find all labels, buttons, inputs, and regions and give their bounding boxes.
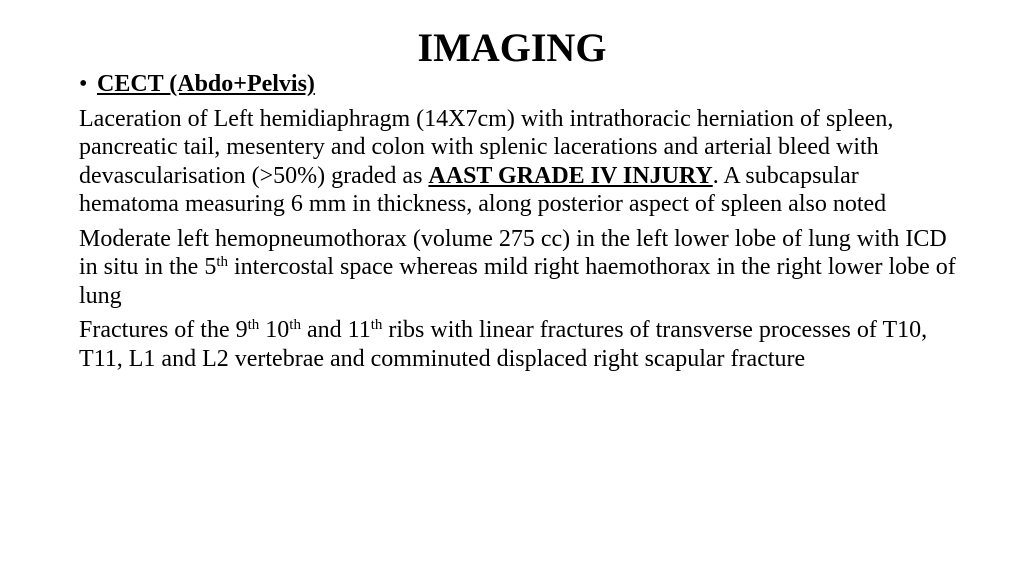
slide-title: IMAGING bbox=[417, 25, 607, 70]
paragraph-text: Laceration of Left hemidiaphragm (14X7cm) with intrathoracic herniation of spleen, pancreatic tail, mesentery and colon with splenic lacerations and arterial bleed with devascularisation (>50%) graded as bbox=[79, 105, 894, 189]
slide-content bbox=[79, 70, 959, 379]
ordinal-suffix: th bbox=[247, 317, 260, 333]
paragraph-hemopneumothorax bbox=[79, 225, 959, 311]
bullet-marker: • bbox=[79, 71, 88, 97]
ordinal-suffix: th bbox=[289, 317, 301, 333]
bullet-item bbox=[79, 70, 959, 99]
paragraph-text: Moderate left hemopneumothorax (volume 275 cc) in the left lower lobe of lung with ICD in situ in the 5 bbox=[79, 225, 947, 280]
ordinal-suffix: th bbox=[370, 317, 383, 333]
ordinal-suffix: th bbox=[216, 254, 229, 270]
paragraph-text: 10 bbox=[259, 317, 290, 343]
bullet-heading: CECT (Abdo+Pelvis) bbox=[97, 71, 315, 97]
injury-grade: AAST GRADE IV INJURY bbox=[428, 162, 713, 189]
paragraph-text: . A subcapsular hematoma measuring 6 mm in thickness, along posterior aspect of spleen also noted bbox=[79, 162, 887, 217]
paragraph-text: ribs with linear fractures of transverse processes of T10, T11, L1 and L2 vertebrae and comminuted displaced right scapular fracture bbox=[79, 317, 928, 372]
paragraph-text: Fractures of the 9 bbox=[79, 317, 248, 343]
paragraph-text: and 11 bbox=[300, 317, 371, 343]
paragraph-laceration bbox=[79, 105, 959, 219]
paragraph-fractures bbox=[79, 316, 959, 373]
paragraph-text: intercostal space whereas mild right haemothorax in the right lower lobe of lung bbox=[79, 254, 956, 309]
